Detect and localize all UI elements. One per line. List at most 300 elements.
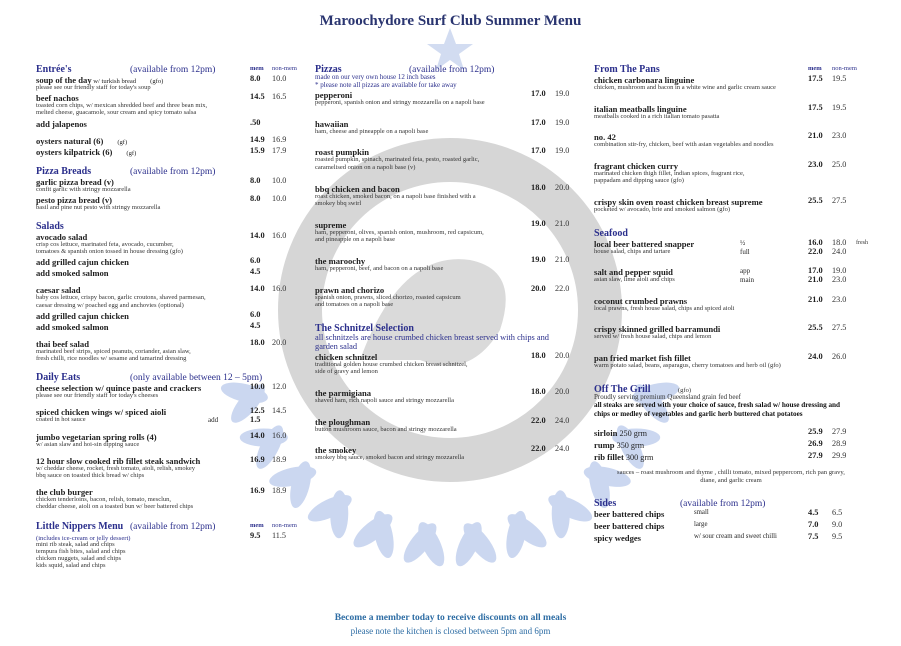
- non-member-price: 11.5: [272, 530, 287, 540]
- menu-item: [36, 531, 296, 571]
- member-price: 19.0: [531, 254, 546, 264]
- item-description: kids squid, salad and chips: [36, 562, 106, 570]
- menu-item: [36, 256, 296, 267]
- spacer: [315, 407, 575, 416]
- non-member-price: 21.0: [555, 218, 570, 228]
- item-description: chicken tenderloins, bacon, relish, tomato, mesclun,: [36, 496, 172, 504]
- non-member-price: 24.0: [832, 246, 847, 256]
- section-availability: (available from 12pm): [130, 65, 216, 75]
- member-price: 14.5: [250, 92, 265, 102]
- member-price-header: mem: [808, 65, 822, 72]
- menu-item-line: [36, 256, 296, 266]
- menu-item-line: [36, 176, 296, 186]
- menu-item-line: [594, 451, 884, 461]
- non-member-price: 18.9: [272, 454, 287, 464]
- menu-item: [36, 284, 296, 309]
- member-price: 17.0: [531, 117, 546, 127]
- menu-item-line: [594, 520, 884, 530]
- spacer: [594, 418, 884, 427]
- member-price: .50: [250, 117, 261, 127]
- menu-item: [594, 74, 884, 94]
- item-description: basil and pine nut pesto with stringy mozzarella: [36, 203, 161, 211]
- left-column: [36, 62, 296, 570]
- menu-item-line: [594, 532, 884, 542]
- membership-promo: Become a member today to receive discounts on all meals: [334, 613, 567, 623]
- menu-item: [36, 118, 296, 129]
- section-availability: (available from 12pm): [409, 65, 495, 75]
- member-price: 20.0: [531, 283, 546, 293]
- item-description: pocketed w/ avocado, brie and smoked salmon (gfo): [594, 205, 731, 213]
- item-description: pappadam and dipping sauce (gfo): [594, 177, 684, 185]
- non-member-price: 27.5: [832, 323, 847, 333]
- non-member-price: 18.0: [832, 237, 847, 247]
- section-title: Daily Eats: [36, 372, 81, 384]
- item-description: marinated chicken thigh fillet, indian spices, fragrant rice,: [594, 169, 745, 177]
- item-name: oysters natural (6): [36, 135, 104, 146]
- item-description: roast chicken, smoked bacon, on a napoli base finished with a: [315, 192, 476, 200]
- non-member-price: 19.5: [832, 102, 847, 112]
- section-header: [36, 519, 296, 531]
- member-price: 21.0: [808, 275, 823, 285]
- member-price: 25.5: [808, 195, 823, 205]
- item-name: add smoked salmon: [36, 268, 109, 279]
- item-description: tempura fish bites, salad and chips: [36, 547, 126, 555]
- menu-item: [36, 146, 296, 157]
- section-header: [315, 62, 575, 74]
- menu-item-line: [594, 131, 884, 141]
- menu-item: [315, 284, 575, 311]
- spacer: [315, 174, 575, 183]
- menu-section: [36, 62, 296, 157]
- item-name: beer battered chips: [594, 508, 665, 519]
- item-description: coated in hot sauce: [36, 416, 86, 424]
- menu-item: [315, 351, 575, 378]
- section-availability: (available from 12pm): [130, 166, 216, 177]
- menu-item-line: [36, 310, 296, 320]
- non-member-price: 19.5: [832, 74, 847, 83]
- menu-item-line: [594, 352, 884, 362]
- item-description: chicken nuggets, salad and chips: [36, 555, 122, 563]
- portion-label: ½: [740, 238, 746, 247]
- portion-label: w/ sour cream and sweet chilli: [694, 532, 777, 540]
- section-title: From The Pans: [594, 64, 660, 75]
- non-member-price: 21.0: [555, 254, 570, 264]
- section-title: Entrée's: [36, 64, 72, 75]
- item-description: served w/ fresh house salad, chips and lemon: [594, 333, 712, 341]
- item-description: pepperoni, spanish onion and stringy mozzarella on a napoli base: [315, 99, 485, 107]
- item-description: caesar dressing w/ poached egg and anchovies (optional): [36, 301, 184, 309]
- non-member-price: 28.9: [832, 438, 847, 448]
- menu-item-line: [36, 455, 296, 465]
- non-member-price-header: non-mem: [272, 521, 297, 529]
- section-intro: chips or medley of vegetables and garlic herb buttered chat potatoes: [594, 409, 803, 418]
- dietary-tag: (gf): [126, 149, 137, 157]
- menu-item-line: [36, 338, 296, 348]
- item-description: warm potato salad, beans, asparagus, cherry tomatoes and herb oil (gfo): [594, 361, 781, 369]
- spacer: [315, 137, 575, 146]
- item-name: bbq chicken and bacon: [315, 183, 400, 194]
- menu-section: [594, 382, 884, 486]
- menu-section: [594, 496, 884, 544]
- section-intro: * please note all pizzas are available for take away: [315, 80, 457, 89]
- member-price-header: mem: [250, 521, 264, 529]
- item-name: spicy wedges: [594, 532, 642, 543]
- non-member-price: 9.0: [832, 519, 843, 529]
- non-member-price: 19.0: [555, 146, 570, 156]
- member-price: 17.0: [808, 266, 823, 276]
- item-name: crispy skinned grilled barramundi: [594, 324, 721, 335]
- item-description: w/ asian slaw and hoi-sin dipping sauce: [36, 440, 140, 448]
- item-description: traditional golden house crumbed chicken breast schnitzel,: [315, 360, 468, 368]
- sauce-options: [594, 469, 868, 486]
- portion-label: app: [740, 267, 751, 276]
- menu-item: [594, 352, 884, 372]
- item-weight: 350 grm: [614, 440, 645, 450]
- item-name: thai beef salad: [36, 338, 89, 349]
- member-price: 16.9: [250, 486, 265, 496]
- member-price: 24.0: [808, 351, 823, 361]
- non-member-price: 20.0: [555, 386, 570, 396]
- menu-item-line: [36, 486, 296, 496]
- menu-item-line: [36, 382, 296, 392]
- menu-item-line: [36, 92, 296, 102]
- member-price: 22.0: [531, 444, 546, 454]
- item-name: rump: [594, 439, 615, 450]
- member-price: 8.0: [250, 175, 261, 185]
- menu-item-line: [36, 118, 296, 128]
- menu-item: [594, 532, 884, 544]
- spacer: [594, 122, 884, 131]
- alternate-price-row: [594, 248, 884, 256]
- menu-item: [315, 146, 575, 173]
- item-name: salt and pepper squid: [594, 267, 673, 278]
- alternate-price-row: [36, 416, 296, 424]
- item-name: beer battered chips: [594, 520, 665, 531]
- item-name: beef nachos: [36, 93, 79, 104]
- item-description: meatballs cooked in a rich italian tomato pasatta: [594, 112, 720, 120]
- menu-item-line: [594, 196, 884, 206]
- menu-item: [594, 131, 884, 151]
- item-description: mini rib steak, salad and chips: [36, 540, 115, 548]
- menu-item: [315, 387, 575, 407]
- menu-item: [36, 321, 296, 332]
- menu-item-line: [315, 118, 575, 128]
- item-name: soup of the day: [36, 75, 92, 85]
- member-price: 26.9: [808, 438, 823, 448]
- item-description: fresh chilli, rice noodles w/ sesame and tamarind dressing: [36, 355, 187, 363]
- item-description: house salad, chips and tartare: [594, 247, 671, 255]
- section-availability: (available from 12pm): [130, 521, 216, 532]
- section-title: Seafood: [594, 227, 628, 239]
- member-price: 18.0: [250, 337, 265, 347]
- menu-item: [36, 92, 296, 117]
- non-member-price: 27.5: [832, 195, 847, 205]
- spacer: [594, 257, 884, 266]
- item-name: chicken carbonara linguine: [594, 75, 695, 85]
- menu-item-line: [36, 231, 296, 241]
- item-name: cheese selection w/ quince paste and crackers: [36, 383, 202, 394]
- dietary-tag: (gf): [117, 138, 128, 146]
- member-price: 8.0: [250, 193, 261, 203]
- non-member-price: 10.0: [272, 175, 287, 185]
- item-name: rib fillet: [594, 451, 624, 462]
- menu-item: [36, 431, 296, 449]
- non-member-price: 23.0: [832, 294, 847, 304]
- member-price: 14.0: [250, 284, 265, 294]
- item-name: add smoked salmon: [36, 321, 109, 332]
- member-price: 6.0: [250, 309, 261, 319]
- menu-item-line: [36, 146, 296, 156]
- menu-item: [315, 183, 575, 210]
- non-member-price-header: non-mem: [272, 65, 297, 72]
- menu-section: [315, 321, 575, 464]
- non-member-price: 6.5: [832, 507, 843, 517]
- menu-item-line: [315, 284, 575, 294]
- section-availability: (available from 12pm): [680, 498, 766, 509]
- member-price: 21.0: [808, 131, 823, 141]
- item-description: please see our friendly staff for today's cheeses: [36, 392, 159, 400]
- section-intro: made on our very own house 12 inch bases: [315, 73, 436, 81]
- menu-item-line: [315, 219, 575, 229]
- item-description: smokey bbq swirl: [315, 200, 362, 208]
- item-name: no. 42: [594, 132, 616, 143]
- middle-column: [315, 62, 575, 464]
- section-title: Pizza Breads: [36, 165, 92, 177]
- item-description: and pineapple on a napoli base: [315, 236, 395, 244]
- item-name: chicken schnitzel: [315, 351, 378, 362]
- alternate-price-row: [594, 276, 884, 284]
- member-price: 10.0: [250, 382, 265, 392]
- non-member-price: 24.0: [555, 415, 570, 425]
- item-description: marinated beef strips, spiced peanuts, coriander, asian slaw,: [36, 347, 191, 355]
- non-member-price: 12.0: [272, 382, 287, 392]
- menu-item: [36, 486, 296, 511]
- member-price: 9.5: [250, 530, 261, 540]
- non-member-price: 10.0: [272, 193, 287, 203]
- non-member-price: 14.5: [272, 406, 287, 416]
- item-name: spiced chicken wings w/ spiced aioli: [36, 407, 167, 418]
- menu-item: [36, 382, 296, 400]
- item-name: supreme: [315, 219, 347, 230]
- menu-item: [315, 416, 575, 436]
- menu-title: Maroochydore Surf Club Summer Menu: [319, 13, 582, 29]
- member-price: 6.0: [250, 256, 261, 266]
- menu-item: [594, 427, 884, 439]
- item-description: chicken, mushroom and bacon in a white wine and garlic cream sauce: [594, 84, 776, 91]
- menu-section: [36, 219, 296, 363]
- member-price: 25.5: [808, 323, 823, 333]
- item-description: bbq sauce on toasted thick bread w/ chips: [36, 472, 145, 480]
- menu-item-line: [36, 321, 296, 331]
- non-member-price: 20.0: [555, 182, 570, 192]
- item-name: the smokey: [315, 445, 357, 456]
- non-member-price: 27.9: [832, 426, 847, 436]
- portion-label: large: [694, 520, 708, 528]
- member-price: 23.0: [808, 159, 823, 169]
- menu-item: [36, 406, 296, 424]
- section-header: [594, 226, 884, 238]
- menu-item-line: [594, 439, 884, 449]
- menu-item: [594, 451, 884, 463]
- item-name: avocado salad: [36, 232, 88, 243]
- item-name: coconut crumbed prawns: [594, 295, 688, 306]
- menu-item-line: [594, 427, 884, 437]
- item-description: tomatoes & spanish onion tossed in house dressing (gfo): [36, 248, 183, 256]
- section-title: The Schnitzel Selection: [315, 322, 414, 334]
- spacer: [315, 378, 575, 387]
- item-name: oysters kilpatrick (6): [36, 146, 113, 157]
- menu-item-line: [594, 160, 884, 170]
- section-header: [36, 370, 296, 382]
- section-header: [36, 219, 296, 231]
- non-member-price: 23.0: [832, 275, 847, 285]
- non-member-price: 25.0: [832, 159, 847, 169]
- menu-item: [36, 74, 296, 92]
- portion-label: full: [740, 247, 750, 256]
- section-header: [36, 62, 296, 74]
- menu-item-line: [36, 135, 296, 145]
- section-intro: Proudly serving premium Queensland grain fed beef: [594, 392, 741, 401]
- member-price: 17.5: [808, 74, 823, 83]
- member-price: 16.0: [808, 237, 823, 247]
- menu-item-line: [315, 146, 575, 156]
- non-member-price: 24.0: [555, 444, 570, 454]
- menu-item-line: [315, 255, 575, 265]
- dietary-tag: (gfo): [150, 78, 164, 85]
- menu-item: [594, 439, 884, 451]
- item-name: caesar salad: [36, 285, 81, 296]
- member-price-header: mem: [250, 65, 264, 72]
- non-member-price: 29.9: [832, 450, 847, 460]
- item-name: add jalapenos: [36, 118, 87, 129]
- item-name: jumbo vegetarian spring rolls (4): [36, 431, 157, 442]
- kitchen-hours-note: please note the kitchen is closed between 5pm and 6pm: [350, 626, 551, 636]
- menu-item: [36, 194, 296, 212]
- menu-section: [594, 226, 884, 372]
- item-description: ham, pepperoni, olives, spanish onion, mushroom, red capsicum,: [315, 228, 484, 236]
- item-description: w/ cheddar cheese, rocket, fresh tomato, aioli, relish, smokey: [36, 464, 196, 472]
- menu-section: [594, 62, 884, 216]
- menu-section: [315, 62, 575, 311]
- item-description: shaved ham, rich napoli sauce and stringy mozzarella: [315, 396, 454, 404]
- portion-label: add: [208, 416, 219, 425]
- spacer: [594, 314, 884, 323]
- non-member-price: 16.0: [272, 284, 287, 294]
- spacer: [594, 286, 884, 295]
- menu-item: [36, 310, 296, 321]
- item-description: caramelised onion on a napoli base (v): [315, 163, 416, 171]
- section-header: [594, 62, 884, 74]
- menu-item: [315, 89, 575, 109]
- section-title: Pizzas: [315, 64, 342, 75]
- item-name: hawaiian: [315, 118, 349, 129]
- menu-item: [594, 295, 884, 315]
- item-description: baby cos lettuce, crispy bacon, garlic croutons, shaved parmesan,: [36, 294, 206, 302]
- item-description: crisp cos lettuce, marinated feta, avocado, cucumber,: [36, 241, 174, 249]
- item-description: confit garlic with stringy mozzarella: [36, 185, 131, 193]
- portion-label: small: [694, 508, 709, 516]
- menu-item: [594, 520, 884, 532]
- non-member-price: 16.0: [272, 430, 287, 440]
- menu-item-line: [36, 431, 296, 441]
- menu-item-line: [315, 416, 575, 426]
- section-header: [36, 164, 296, 176]
- section-header: [594, 496, 884, 508]
- item-name: crispy skin oven roast chicken breast supreme: [594, 196, 763, 207]
- sauce-line: diane, and garlic cream: [700, 477, 762, 485]
- item-description: side of gravy and lemon: [315, 368, 378, 376]
- menu-item-line: [315, 444, 575, 454]
- section-title: Off The Grill: [594, 383, 651, 395]
- non-member-price: 20.0: [272, 337, 287, 347]
- non-member-price: 16.5: [272, 92, 287, 102]
- menu-item: [594, 508, 884, 520]
- item-description: roasted pumpkin, spinach, marinated feta, pesto, roasted garlic,: [315, 156, 480, 164]
- member-price: 18.0: [531, 182, 546, 192]
- menu-item: [36, 338, 296, 363]
- menu-item: [315, 219, 575, 246]
- member-price: 7.0: [808, 519, 819, 529]
- section-availability: (only available between 12 – 5pm): [130, 373, 263, 384]
- item-description: melted cheese, guacamole, sour cream and spicy tomato salsa: [36, 109, 197, 117]
- non-member-price: 20.0: [555, 350, 570, 360]
- menu-item: [594, 103, 884, 123]
- member-price: 14.0: [250, 231, 265, 241]
- member-price: 18.0: [531, 350, 546, 360]
- non-member-price: 19.0: [555, 89, 570, 99]
- menu-item: [36, 455, 296, 480]
- right-column: [594, 62, 884, 544]
- menu-item-line: [594, 508, 884, 518]
- item-weight: 250 grm: [617, 428, 647, 438]
- item-description: ham, cheese and pineapple on a napoli base: [315, 127, 429, 135]
- item-description: local prawns, fresh house salad, chips and spiced aioli: [594, 304, 735, 312]
- item-name: the parmigiana: [315, 387, 372, 398]
- item-name: fragrant chicken curry: [594, 160, 679, 171]
- member-price: 7.5: [808, 531, 819, 541]
- menu-item: [594, 238, 884, 258]
- menu-item-line: [594, 323, 884, 333]
- menu-item-line: [315, 89, 575, 99]
- spacer: [315, 275, 575, 284]
- item-name: pan fried market fish fillet: [594, 352, 691, 363]
- item-description: button mushroom sauce, bacon and stringy mozzarella: [315, 425, 457, 433]
- item-extra-note: fresh: [856, 239, 868, 246]
- section-header: [594, 382, 884, 394]
- menu-item: [315, 444, 575, 464]
- item-name: pesto pizza bread (v): [36, 194, 112, 205]
- item-name: add grilled cajun chicken: [36, 310, 129, 321]
- non-member-price-header: non-mem: [832, 65, 857, 72]
- member-price: 22.0: [808, 246, 823, 256]
- menu-item: [36, 267, 296, 278]
- menu-item-line: [36, 531, 296, 541]
- menu-item-line: [594, 74, 884, 84]
- member-price: 21.0: [808, 294, 823, 304]
- menu-item-line: [36, 284, 296, 294]
- item-description: smokey bbq sauce, smoked bacon and stringy mozzarella: [315, 454, 465, 462]
- menu-item: [315, 118, 575, 138]
- section-header: [315, 321, 575, 333]
- member-price: 25.9: [808, 426, 823, 436]
- item-description: ham, pepperoni, beef, and bacon on a napoli base: [315, 264, 444, 272]
- item-name: sirloin: [594, 427, 618, 438]
- spacer: [594, 94, 884, 103]
- menu-section: [36, 370, 296, 511]
- member-price: 18.0: [531, 386, 546, 396]
- item-description: please see our friendly staff for today's soup: [36, 84, 151, 91]
- item-weight: 300 grm: [623, 452, 654, 462]
